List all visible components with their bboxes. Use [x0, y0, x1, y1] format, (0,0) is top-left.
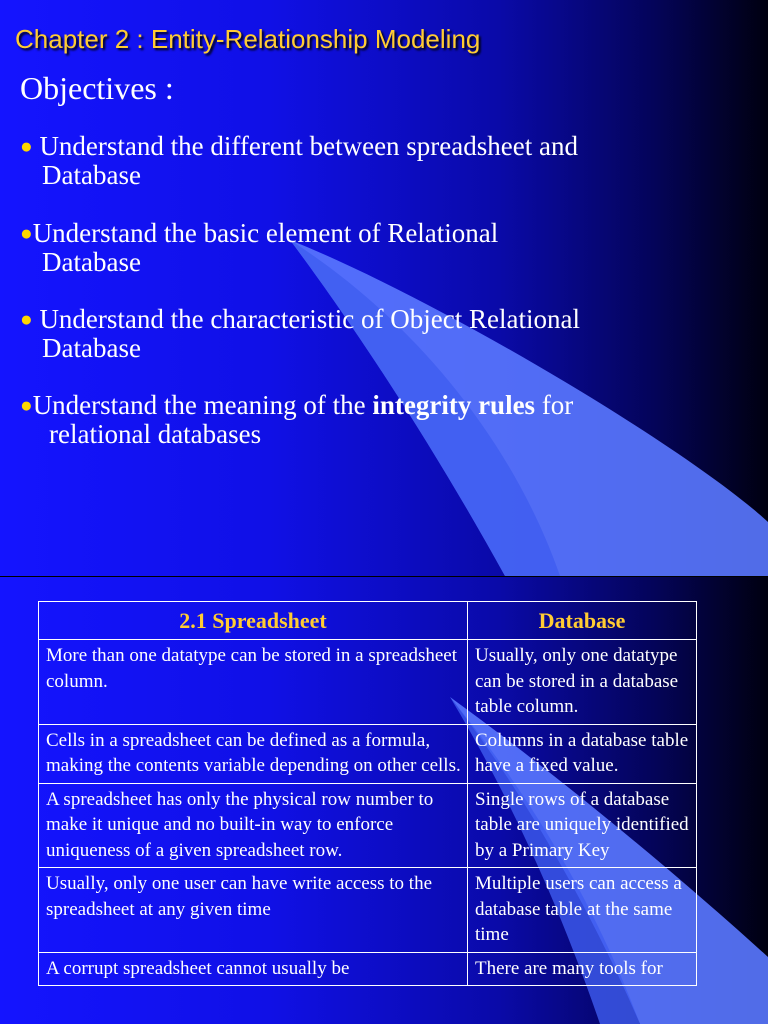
objective-text-cont: Database: [42, 247, 141, 277]
objective-emphasis: integrity rules: [372, 390, 536, 420]
comparison-table: [38, 601, 697, 986]
objective-item: [20, 132, 720, 190]
objective-text: Understand the characteristic of Object Relational: [39, 304, 580, 334]
header-spreadsheet: 2.1 Spreadsheet: [39, 602, 468, 640]
table-row: [39, 783, 697, 868]
objective-item: [20, 219, 720, 277]
bullet-dot-icon: ●: [20, 393, 33, 417]
database-cell: Usually, only one datatype can be stored in a database table column.: [468, 640, 697, 725]
bullet-dot-icon: ●: [20, 134, 33, 158]
bullet-dot-icon: ●: [20, 307, 33, 331]
spreadsheet-cell: Usually, only one user can have write access to the spreadsheet at any given time: [39, 868, 468, 953]
spreadsheet-cell: A corrupt spreadsheet cannot usually be: [39, 952, 468, 986]
database-cell: Multiple users can access a database table at the same time: [468, 868, 697, 953]
comparison-slide: [0, 577, 768, 1024]
spreadsheet-cell: Cells in a spreadsheet can be defined as a formula, making the contents variable depending on other cells.: [39, 724, 468, 783]
objective-item: [20, 391, 720, 449]
objective-text-cont: Database: [42, 333, 141, 363]
objective-text: Understand the meaning of the: [32, 390, 373, 420]
database-cell: There are many tools for: [468, 952, 697, 986]
spreadsheet-cell: More than one datatype can be stored in a spreadsheet column.: [39, 640, 468, 725]
objectives-heading: Objectives :: [20, 70, 174, 106]
objective-item: [20, 305, 720, 363]
database-cell: Single rows of a database table are uniquely identified by a Primary Key: [468, 783, 697, 868]
table-row: [39, 952, 697, 986]
spreadsheet-cell: A spreadsheet has only the physical row number to make it unique and no built-in way to enforce uniqueness of a given spreadsheet row.: [39, 783, 468, 868]
table-row: [39, 640, 697, 725]
objective-text-cont: Database: [42, 160, 141, 190]
table-row: [39, 868, 697, 953]
objective-text: Understand the different between spreadsheet and: [39, 131, 578, 161]
database-cell: Columns in a database table have a fixed value.: [468, 724, 697, 783]
objective-text: Understand the basic element of Relational: [32, 218, 499, 248]
table-row: [39, 724, 697, 783]
objective-text-suffix: for: [535, 390, 574, 420]
header-database: Database: [468, 602, 697, 640]
bullet-dot-icon: ●: [20, 221, 33, 245]
table-header-row: [39, 602, 697, 640]
slide-title: Chapter 2 : Entity-Relationship Modeling: [15, 24, 481, 54]
objective-text-cont: relational databases: [49, 419, 262, 449]
